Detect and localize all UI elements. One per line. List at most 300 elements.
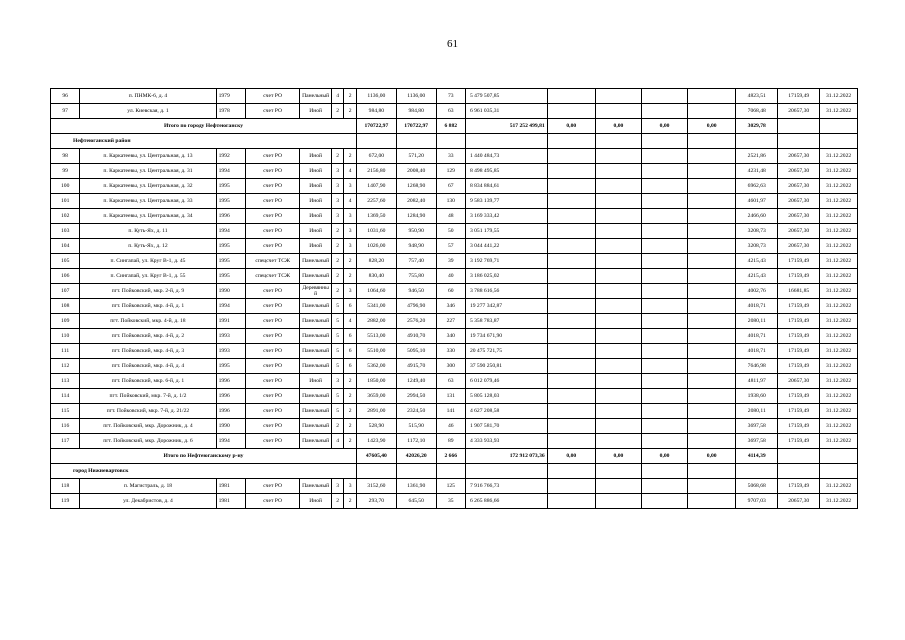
cell: 0,00 <box>688 119 736 134</box>
cell <box>595 224 641 239</box>
total-row <box>51 119 858 134</box>
stacked-value-cell: 47605,40 <box>356 449 396 464</box>
cell: 102 <box>51 209 80 224</box>
stacked-value-cell: 17159,49 <box>778 329 820 344</box>
stacked-value-cell: 31.12.2022 <box>820 239 858 254</box>
cell: 4 <box>331 434 344 449</box>
cell: 110 <box>51 329 80 344</box>
cell: 1991 <box>216 314 245 329</box>
cell: Иной <box>300 194 331 209</box>
stacked-value-cell: 4823,51 <box>736 89 778 104</box>
cell <box>547 479 595 494</box>
stacked-value-cell: 4915,70 <box>396 359 436 374</box>
cell <box>641 164 687 179</box>
table-row <box>51 284 858 299</box>
cell: счет РО <box>245 194 299 209</box>
stacked-value-cell: 31.12.2022 <box>820 89 858 104</box>
cell: 19 277 342,87 <box>465 299 547 314</box>
cell <box>688 269 736 284</box>
stacked-value-cell: 17159,49 <box>778 434 820 449</box>
cell: 3 051 179,55 <box>465 224 547 239</box>
cell <box>820 134 858 149</box>
cell <box>595 404 641 419</box>
cell: 73 <box>436 89 465 104</box>
stacked-value-cell: 755,80 <box>396 269 436 284</box>
cell: 2 <box>331 149 344 164</box>
cell: 104 <box>51 239 80 254</box>
cell <box>547 389 595 404</box>
cell <box>641 359 687 374</box>
cell: 108 <box>51 299 80 314</box>
cell <box>547 494 595 509</box>
stacked-value-cell: 31.12.2022 <box>820 299 858 314</box>
stacked-value-cell: 20657,30 <box>778 239 820 254</box>
cell: 67 <box>436 179 465 194</box>
cell <box>641 344 687 359</box>
stacked-value-cell: 571,20 <box>396 149 436 164</box>
cell: 105 <box>51 254 80 269</box>
cell: Иной <box>300 179 331 194</box>
cell: 2 <box>344 89 357 104</box>
stacked-value-cell: 2576,20 <box>396 314 436 329</box>
cell: 5 479 507,85 <box>465 89 547 104</box>
cell <box>778 119 820 134</box>
stacked-value-cell: 17159,49 <box>778 479 820 494</box>
cell <box>688 494 736 509</box>
cell: счет РО <box>245 434 299 449</box>
cell <box>547 419 595 434</box>
cell <box>688 404 736 419</box>
cell <box>595 464 641 479</box>
stacked-value-cell: 2521,86 <box>736 149 778 164</box>
stacked-value-cell: 4796,90 <box>396 299 436 314</box>
cell: 1993 <box>216 344 245 359</box>
cell: 1995 <box>216 194 245 209</box>
cell: 6 012 079,46 <box>465 374 547 389</box>
cell: 2 <box>331 239 344 254</box>
stacked-value-cell: 4910,70 <box>396 329 436 344</box>
stacked-value-cell: 4114,39 <box>736 449 778 464</box>
cell: 0,00 <box>547 119 595 134</box>
stacked-value-cell: 31.12.2022 <box>820 209 858 224</box>
stacked-value-cell: 1850,00 <box>356 374 396 389</box>
cell <box>547 329 595 344</box>
cell: 2 <box>331 419 344 434</box>
cell: 2 <box>344 104 357 119</box>
cell <box>547 434 595 449</box>
cell: счет РО <box>245 284 299 299</box>
cell: 346 <box>436 299 465 314</box>
cell <box>465 464 547 479</box>
cell: 8 498 495,85 <box>465 164 547 179</box>
cell <box>688 374 736 389</box>
cell: счет РО <box>245 359 299 374</box>
cell: 2 <box>344 254 357 269</box>
cell: 46 <box>436 419 465 434</box>
table-row <box>51 389 858 404</box>
cell: 9 583 139,77 <box>465 194 547 209</box>
stacked-value-cell: 528,90 <box>356 419 396 434</box>
stacked-value-cell: 1249,40 <box>396 374 436 389</box>
cell <box>641 479 687 494</box>
cell: 3 169 333,42 <box>465 209 547 224</box>
cell: п. Сингапай, ул. Круг В-1, д. 55 <box>80 269 216 284</box>
stacked-value-cell: 1407,90 <box>356 179 396 194</box>
cell <box>547 254 595 269</box>
cell: счет РО <box>245 104 299 119</box>
stacked-value-cell: 2994,50 <box>396 389 436 404</box>
cell: Иной <box>300 224 331 239</box>
cell <box>356 464 396 479</box>
total-row <box>51 449 858 464</box>
table-row <box>51 329 858 344</box>
cell: пгт. Пойковский, мкр. 4-й, д. 2 <box>80 329 216 344</box>
stacked-value-cell: 9707,03 <box>736 494 778 509</box>
cell: пгт. Пойковский, мкр. 4-й, д. 1 <box>80 299 216 314</box>
cell <box>595 344 641 359</box>
stacked-value-cell: 20657,30 <box>778 224 820 239</box>
stacked-value-cell: 3152,60 <box>356 479 396 494</box>
stacked-value-cell: 20657,30 <box>778 164 820 179</box>
cell: 1981 <box>216 479 245 494</box>
table-row <box>51 209 858 224</box>
cell <box>820 464 858 479</box>
cell <box>595 494 641 509</box>
cell: 2 <box>331 104 344 119</box>
stacked-value-cell: 170722,97 <box>356 119 396 134</box>
stacked-value-cell: 828,20 <box>356 254 396 269</box>
cell <box>688 179 736 194</box>
cell: 99 <box>51 164 80 179</box>
table-row <box>51 404 858 419</box>
cell: 3 192 769,71 <box>465 254 547 269</box>
cell: 112 <box>51 359 80 374</box>
cell <box>595 269 641 284</box>
stacked-value-cell: 5362,00 <box>356 359 396 374</box>
cell <box>595 419 641 434</box>
cell <box>641 404 687 419</box>
cell <box>547 239 595 254</box>
cell: пгт. Пойковский, мкр. 7-й, д. 21/22 <box>80 404 216 419</box>
stacked-value-cell: 2891,00 <box>356 404 396 419</box>
cell: 6 <box>344 359 357 374</box>
cell: 3 <box>331 164 344 179</box>
cell <box>688 419 736 434</box>
cell: Панельный <box>300 419 331 434</box>
cell: 0,00 <box>595 449 641 464</box>
stacked-value-cell: 6962,63 <box>736 179 778 194</box>
table-row <box>51 479 858 494</box>
stacked-value-cell: 20657,30 <box>778 104 820 119</box>
stacked-value-cell: 31.12.2022 <box>820 344 858 359</box>
cell: Деревянный <box>300 284 331 299</box>
cell <box>547 179 595 194</box>
cell <box>595 179 641 194</box>
cell: 106 <box>51 269 80 284</box>
cell <box>641 434 687 449</box>
stacked-value-cell: 31.12.2022 <box>820 404 858 419</box>
cell <box>641 254 687 269</box>
cell: пгт. Пойковский, мкр. 7-й, д. 1/2 <box>80 389 216 404</box>
cell: 97 <box>51 104 80 119</box>
cell <box>641 104 687 119</box>
cell: 4 <box>331 89 344 104</box>
cell: счет РО <box>245 224 299 239</box>
cell <box>641 419 687 434</box>
stacked-value-cell: 946,50 <box>396 284 436 299</box>
cell: 100 <box>51 179 80 194</box>
stacked-value-cell: 4018,71 <box>736 299 778 314</box>
cell: 1 440 484,73 <box>465 149 547 164</box>
cell: пгт. Пойковский, мкр. 4-й, д. 3 <box>80 344 216 359</box>
cell: 63 <box>436 374 465 389</box>
cell: 129 <box>436 164 465 179</box>
cell <box>595 149 641 164</box>
stacked-value-cell: 31.12.2022 <box>820 284 858 299</box>
cell: 33 <box>436 149 465 164</box>
cell <box>547 314 595 329</box>
cell: 2 <box>331 269 344 284</box>
stacked-value-cell: 31.12.2022 <box>820 104 858 119</box>
cell: 63 <box>436 104 465 119</box>
cell: Панельный <box>300 389 331 404</box>
stacked-value-cell: 2080,11 <box>736 314 778 329</box>
stacked-value-cell: 31.12.2022 <box>820 194 858 209</box>
cell: Иной <box>300 164 331 179</box>
cell <box>778 134 820 149</box>
cell: 5 805 128,03 <box>465 389 547 404</box>
cell: 2 <box>344 434 357 449</box>
cell: 57 <box>436 239 465 254</box>
table-row <box>51 374 858 389</box>
cell: Иной <box>300 209 331 224</box>
cell: 2 <box>344 404 357 419</box>
cell: Иной <box>300 374 331 389</box>
cell: 2 <box>344 494 357 509</box>
cell: 1990 <box>216 419 245 434</box>
cell: Панельный <box>300 314 331 329</box>
cell: 1994 <box>216 224 245 239</box>
table-row <box>51 239 858 254</box>
cell: 117 <box>51 434 80 449</box>
cell: счет РО <box>245 179 299 194</box>
cell: п. Каркатеевы, ул. Центральная, д. 33 <box>80 194 216 209</box>
cell <box>688 389 736 404</box>
cell <box>641 134 687 149</box>
cell: Панельный <box>300 404 331 419</box>
stacked-value-cell: 1136,00 <box>356 89 396 104</box>
cell: 3 <box>344 284 357 299</box>
cell: 40 <box>436 269 465 284</box>
cell: 3 <box>331 479 344 494</box>
cell <box>688 434 736 449</box>
cell: пгт. Пойковский, мкр. Дорожник, д. 6 <box>80 434 216 449</box>
page-number: 61 <box>447 38 458 50</box>
stacked-value-cell: 20657,30 <box>778 209 820 224</box>
housing-repair-table <box>50 88 858 509</box>
stacked-value-cell: 31.12.2022 <box>820 269 858 284</box>
cell: 2 <box>331 224 344 239</box>
cell: п. Каркатеевы, ул. Центральная, д. 13 <box>80 149 216 164</box>
section-row <box>51 464 858 479</box>
cell <box>465 134 547 149</box>
cell: 5 <box>331 404 344 419</box>
cell <box>641 224 687 239</box>
section-heading: Нефтеюганский район <box>51 134 357 149</box>
cell <box>595 239 641 254</box>
cell: счет РО <box>245 164 299 179</box>
cell <box>547 299 595 314</box>
stacked-value-cell: 17159,49 <box>778 269 820 284</box>
cell <box>688 284 736 299</box>
stacked-value-cell: 984,80 <box>356 104 396 119</box>
stacked-value-cell: 20657,30 <box>778 494 820 509</box>
cell <box>547 209 595 224</box>
stacked-value-cell: 4018,71 <box>736 344 778 359</box>
cell: 5 <box>331 344 344 359</box>
cell <box>688 344 736 359</box>
cell: 2 <box>331 284 344 299</box>
stacked-value-cell: 645,50 <box>396 494 436 509</box>
cell: счет РО <box>245 494 299 509</box>
stacked-value-cell: 1026,00 <box>356 239 396 254</box>
cell: 1995 <box>216 179 245 194</box>
stacked-value-cell: 2008,40 <box>396 164 436 179</box>
cell <box>688 239 736 254</box>
cell <box>641 89 687 104</box>
cell: 1994 <box>216 434 245 449</box>
cell: счет РО <box>245 479 299 494</box>
cell <box>688 149 736 164</box>
cell: 5 <box>331 359 344 374</box>
stacked-value-cell: 2080,11 <box>736 404 778 419</box>
cell: 3 <box>344 224 357 239</box>
cell <box>641 179 687 194</box>
table-row <box>51 344 858 359</box>
cell <box>820 119 858 134</box>
stacked-value-cell: 31.12.2022 <box>820 479 858 494</box>
cell: Панельный <box>300 359 331 374</box>
stacked-value-cell: 950,90 <box>396 224 436 239</box>
stacked-value-cell: 17159,49 <box>778 389 820 404</box>
cell <box>595 284 641 299</box>
cell: 2 <box>344 269 357 284</box>
cell <box>688 104 736 119</box>
cell: 113 <box>51 374 80 389</box>
cell <box>547 134 595 149</box>
cell <box>396 464 436 479</box>
cell <box>547 194 595 209</box>
cell: счет РО <box>245 89 299 104</box>
cell: 300 <box>436 359 465 374</box>
cell <box>641 239 687 254</box>
cell: 8 834 884,61 <box>465 179 547 194</box>
cell: 1995 <box>216 269 245 284</box>
stacked-value-cell: 31.12.2022 <box>820 389 858 404</box>
cell <box>736 464 778 479</box>
cell: 3 <box>331 209 344 224</box>
cell: 35 <box>436 494 465 509</box>
cell: 37 590 250,81 <box>465 359 547 374</box>
cell: Панельный <box>300 329 331 344</box>
total-label: Итого по Нефтеюганскому р-ну <box>51 449 357 464</box>
cell <box>688 359 736 374</box>
cell <box>356 134 396 149</box>
cell <box>778 449 820 464</box>
cell: 130 <box>436 194 465 209</box>
cell: п. Куть-Ях, д. 11 <box>80 224 216 239</box>
cell: п. Куть-Ях, д. 12 <box>80 239 216 254</box>
cell: п. Каркатеевы, ул. Центральная, д. 31 <box>80 164 216 179</box>
cell: 0,00 <box>688 449 736 464</box>
stacked-value-cell: 2156,80 <box>356 164 396 179</box>
stacked-value-cell: 31.12.2022 <box>820 149 858 164</box>
table-row <box>51 104 858 119</box>
cell <box>688 479 736 494</box>
cell <box>820 449 858 464</box>
cell: ул. Киевская, д. 1 <box>80 104 216 119</box>
cell: 340 <box>436 329 465 344</box>
cell: счет РО <box>245 209 299 224</box>
cell: 1996 <box>216 389 245 404</box>
stacked-value-cell: 2466,60 <box>736 209 778 224</box>
cell <box>547 344 595 359</box>
cell <box>641 209 687 224</box>
cell <box>595 89 641 104</box>
cell: пгт. Пойковский, мкр. Дорожник, д. 4 <box>80 419 216 434</box>
cell: 5 <box>331 314 344 329</box>
stacked-value-cell: 1172,10 <box>396 434 436 449</box>
stacked-value-cell: 31.12.2022 <box>820 434 858 449</box>
stacked-value-cell: 2257,60 <box>356 194 396 209</box>
cell <box>641 194 687 209</box>
table-row <box>51 314 858 329</box>
stacked-value-cell: 7646,98 <box>736 359 778 374</box>
table-row <box>51 254 858 269</box>
cell <box>688 209 736 224</box>
cell <box>595 194 641 209</box>
cell <box>595 329 641 344</box>
cell <box>595 359 641 374</box>
stacked-value-cell: 948,90 <box>396 239 436 254</box>
cell <box>641 284 687 299</box>
stacked-value-cell: 31.12.2022 <box>820 494 858 509</box>
cell: 60 <box>436 284 465 299</box>
cell <box>595 314 641 329</box>
stacked-value-cell: 3208,73 <box>736 239 778 254</box>
cell <box>595 209 641 224</box>
table-row <box>51 359 858 374</box>
cell: 103 <box>51 224 80 239</box>
cell: 0,00 <box>641 449 687 464</box>
stacked-value-cell: 4601,97 <box>736 194 778 209</box>
cell <box>595 389 641 404</box>
cell: 4 <box>344 314 357 329</box>
cell: 96 <box>51 89 80 104</box>
cell: пгт. Пойковский, мкр. 4-й, д. 4 <box>80 359 216 374</box>
cell <box>436 134 465 149</box>
table-row <box>51 269 858 284</box>
cell: п. Каркатеевы, ул. Центральная, д. 32 <box>80 179 216 194</box>
cell: Иной <box>300 494 331 509</box>
cell: 39 <box>436 254 465 269</box>
table-row <box>51 299 858 314</box>
cell: 0,00 <box>641 119 687 134</box>
cell: 1995 <box>216 254 245 269</box>
cell: спецсчет ТСЖ <box>245 269 299 284</box>
stacked-value-cell: 31.12.2022 <box>820 314 858 329</box>
cell <box>595 299 641 314</box>
